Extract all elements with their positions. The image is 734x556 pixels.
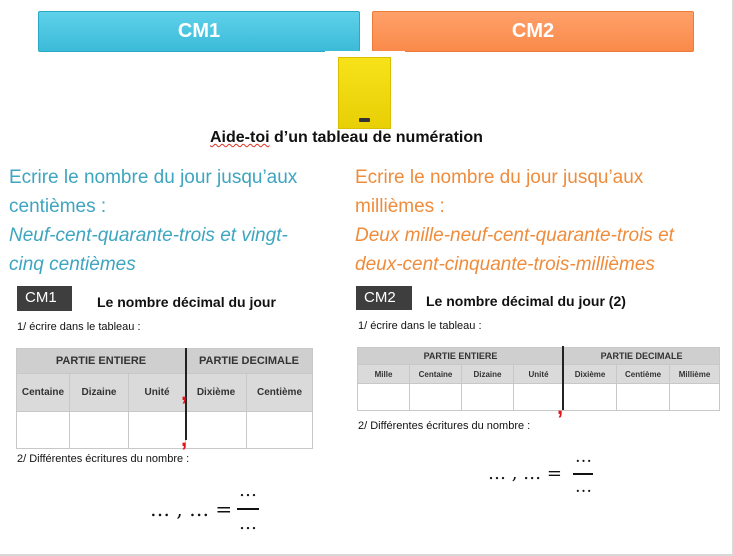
cm1-cell-dixieme[interactable] xyxy=(186,412,247,449)
cm1-step-1: 1/ écrire dans le tableau : xyxy=(17,321,141,333)
cm2-banner-button[interactable]: CM2 xyxy=(372,11,694,52)
cm1-formula-numerator: … xyxy=(239,480,257,501)
yellow-notebook-icon xyxy=(338,57,391,129)
cm2-cell-centieme[interactable] xyxy=(617,384,670,411)
cm2-line-3: Deux mille-neuf-cent-quarante-trois et xyxy=(355,225,674,246)
cm2-cell-mille[interactable] xyxy=(358,384,410,411)
cm1-tag: CM1 xyxy=(17,286,72,311)
cm2-cell-centaine[interactable] xyxy=(410,384,462,411)
cm2-formula-denominator: … xyxy=(575,477,592,497)
cm2-instructions xyxy=(355,163,674,279)
cm1-formula-left: … , … = xyxy=(150,497,233,521)
cm1-comma-mark-lower: , xyxy=(181,426,188,451)
cm1-cell-dizaine[interactable] xyxy=(70,412,129,449)
cm1-partie-decimale-header: PARTIE DECIMALE xyxy=(186,349,313,374)
cm1-col-unite: Unité xyxy=(129,374,186,412)
cm1-col-centieme: Centième xyxy=(247,374,313,412)
cm2-col-centaine: Centaine xyxy=(410,365,462,384)
cm1-partie-entiere-header: PARTIE ENTIERE xyxy=(17,349,186,374)
cm2-comma-mark: , xyxy=(557,394,564,419)
cm2-fraction-bar xyxy=(573,473,593,475)
cm1-line-2: centièmes : xyxy=(9,196,107,217)
cm1-banner-button[interactable]: CM1 xyxy=(38,11,360,52)
cm2-col-mille: Mille xyxy=(358,365,410,384)
cm2-step-1: 1/ écrire dans le tableau : xyxy=(358,320,482,332)
cm2-line-4: deux-cent-cinquante-trois-millièmes xyxy=(355,254,655,275)
cm1-formula-denominator: … xyxy=(239,513,257,534)
cm1-instructions xyxy=(9,163,297,279)
cm2-line-1: Ecrire le nombre du jour jusqu’aux xyxy=(355,167,644,188)
cm2-col-dixieme: Dixième xyxy=(564,365,617,384)
cm2-numeration-table xyxy=(357,347,720,411)
cm2-step-2: 2/ Différentes écritures du nombre : xyxy=(358,420,531,432)
cm1-col-dixieme: Dixième xyxy=(186,374,247,412)
cm1-fraction-bar xyxy=(237,508,259,510)
cm2-cell-dizaine[interactable] xyxy=(462,384,514,411)
cm1-col-dizaine: Dizaine xyxy=(70,374,129,412)
cm2-cell-millieme[interactable] xyxy=(670,384,720,411)
cm1-fraction-formula xyxy=(150,480,270,540)
cm1-cell-centieme[interactable] xyxy=(247,412,313,449)
cm2-col-centieme: Centième xyxy=(617,365,670,384)
cm1-cell-centaine[interactable] xyxy=(17,412,70,449)
cm1-line-4: cinq centièmes xyxy=(9,254,136,275)
cm1-line-3: Neuf-cent-quarante-trois et vingt- xyxy=(9,225,288,246)
cm2-formula-left: … , … = xyxy=(488,463,562,484)
cm1-numeration-table xyxy=(16,348,313,449)
cm2-partie-entiere-header: PARTIE ENTIERE xyxy=(358,348,564,365)
cm1-step-2: 2/ Différentes écritures du nombre : xyxy=(17,453,190,465)
cm2-col-millieme: Millième xyxy=(670,365,720,384)
cm2-col-unite: Unité xyxy=(514,365,564,384)
cm1-col-centaine: Centaine xyxy=(17,374,70,412)
cm2-partie-decimale-header: PARTIE DECIMALE xyxy=(564,348,720,365)
cm2-title: Le nombre décimal du jour (2) xyxy=(426,293,626,309)
cm1-cell-unite[interactable] xyxy=(129,412,186,449)
cm1-title: Le nombre décimal du jour xyxy=(97,294,276,310)
cm2-fraction-formula xyxy=(488,447,608,503)
cm2-formula-numerator: … xyxy=(575,447,592,467)
cm1-comma-mark: , xyxy=(181,380,188,405)
cm2-col-dizaine: Dizaine xyxy=(462,365,514,384)
aide-heading: Aide-toi d’un tableau de numération xyxy=(210,129,483,146)
cm2-cell-dixieme[interactable] xyxy=(564,384,617,411)
cm2-line-2: millièmes : xyxy=(355,196,445,217)
cm2-tag: CM2 xyxy=(356,286,412,310)
cm1-line-1: Ecrire le nombre du jour jusqu’aux xyxy=(9,167,298,188)
